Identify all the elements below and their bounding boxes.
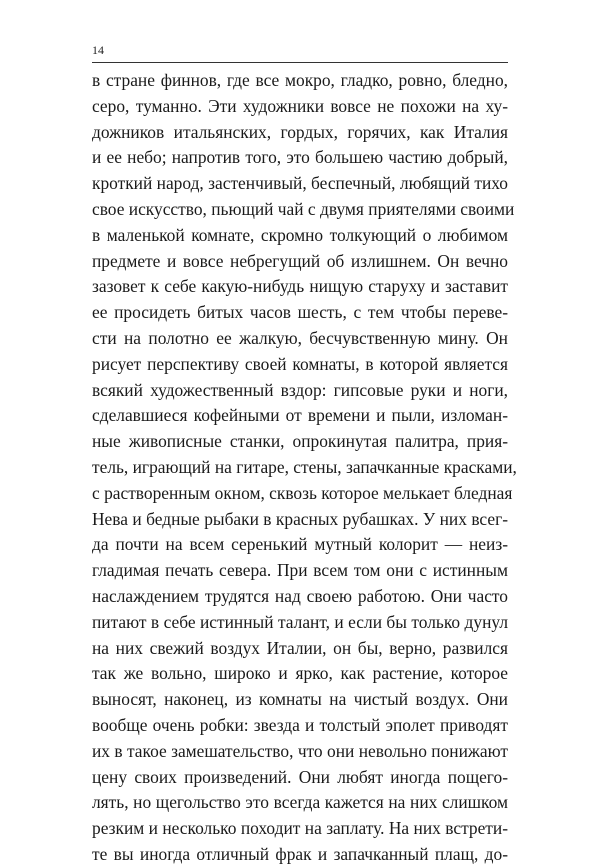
text-line: тель, играющий на гитаре, стены, запачканные красками,: [92, 456, 517, 477]
text-line: предмете и вовсе небрегущий об излишнем. Он вечно: [92, 250, 508, 271]
text-line: дожников итальянских, гордых, горячих, как Италия: [92, 121, 508, 142]
running-header: [92, 43, 508, 61]
text-line: ее просидеть битых часов шесть, с тем чтобы переве-: [92, 302, 508, 323]
text-line: Нева и бедные рыбаки в красных рубашках. У них всег-: [92, 508, 508, 529]
text-line: да почти на всем серенький мутный колорит — неиз-: [92, 534, 508, 555]
text-line: питают в себе истинный талант, и если бы только дунул: [92, 611, 508, 632]
text-line: в стране финнов, где все мокро, гладко, ровно, бледно,: [92, 70, 508, 90]
text-line: рисует перспективу своей комнаты, в которой является: [92, 353, 508, 374]
text-line: лять, но щегольство это всегда кажется на них слишком: [92, 792, 508, 813]
text-line: зазовет к себе какую-нибудь нищую старуху и заставит: [92, 276, 508, 297]
text-line: вообще очень робки: звезда и толстый эполет приводят: [92, 714, 508, 735]
page-number: 14: [92, 43, 104, 57]
text-line: выносят, наконец, из комнаты на чистый воздух. Они: [92, 689, 508, 710]
text-line: на них свежий воздух Италии, он бы, верно, развился: [92, 637, 508, 658]
text-line: так же вольно, широко и ярко, как растение, которое: [92, 663, 508, 684]
text-line: в маленькой комнате, скромно толкующий о любимом: [92, 224, 508, 245]
text-line: гладимая печать севера. При всем том они с истинным: [92, 560, 508, 581]
text-line: свое искусство, пьющий чай с двумя приятелями своими: [92, 198, 515, 219]
text-line: сделавшиеся кофейными от времени и пыли, изломан-: [92, 405, 508, 426]
text-line: всякий художественный вздор: гипсовые руки и ноги,: [92, 379, 508, 400]
text-line: их в такое замешательство, что они невольно понижают: [92, 740, 508, 761]
text-line: кроткий народ, застенчивый, беспечный, любящий тихо: [92, 173, 508, 194]
text-line: с растворенным окном, сквозь которое мелькает бледная: [92, 482, 513, 503]
text-line: наслаждением трудятся над своею работою. Они часто: [92, 585, 508, 606]
header-rule: [92, 62, 508, 63]
text-line: сти на полотно ее жалкую, бесчувственную мину. Он: [92, 327, 508, 348]
body-text: [92, 68, 517, 868]
text-line: те вы иногда отличный фрак и запачканный плащ, до-: [92, 843, 508, 864]
text-line: резким и несколько походит на заплату. На них встрети-: [92, 818, 508, 839]
text-line: ные живописные станки, опрокинутая палитра, прия-: [92, 431, 508, 452]
text-line: цену своих произведений. Они любят иногда пощего-: [92, 766, 508, 787]
text-line: и ее небо; напротив того, это большею частию добрый,: [92, 147, 508, 168]
text-line: серо, туманно. Эти художники вовсе не похожи на ху-: [92, 95, 508, 116]
